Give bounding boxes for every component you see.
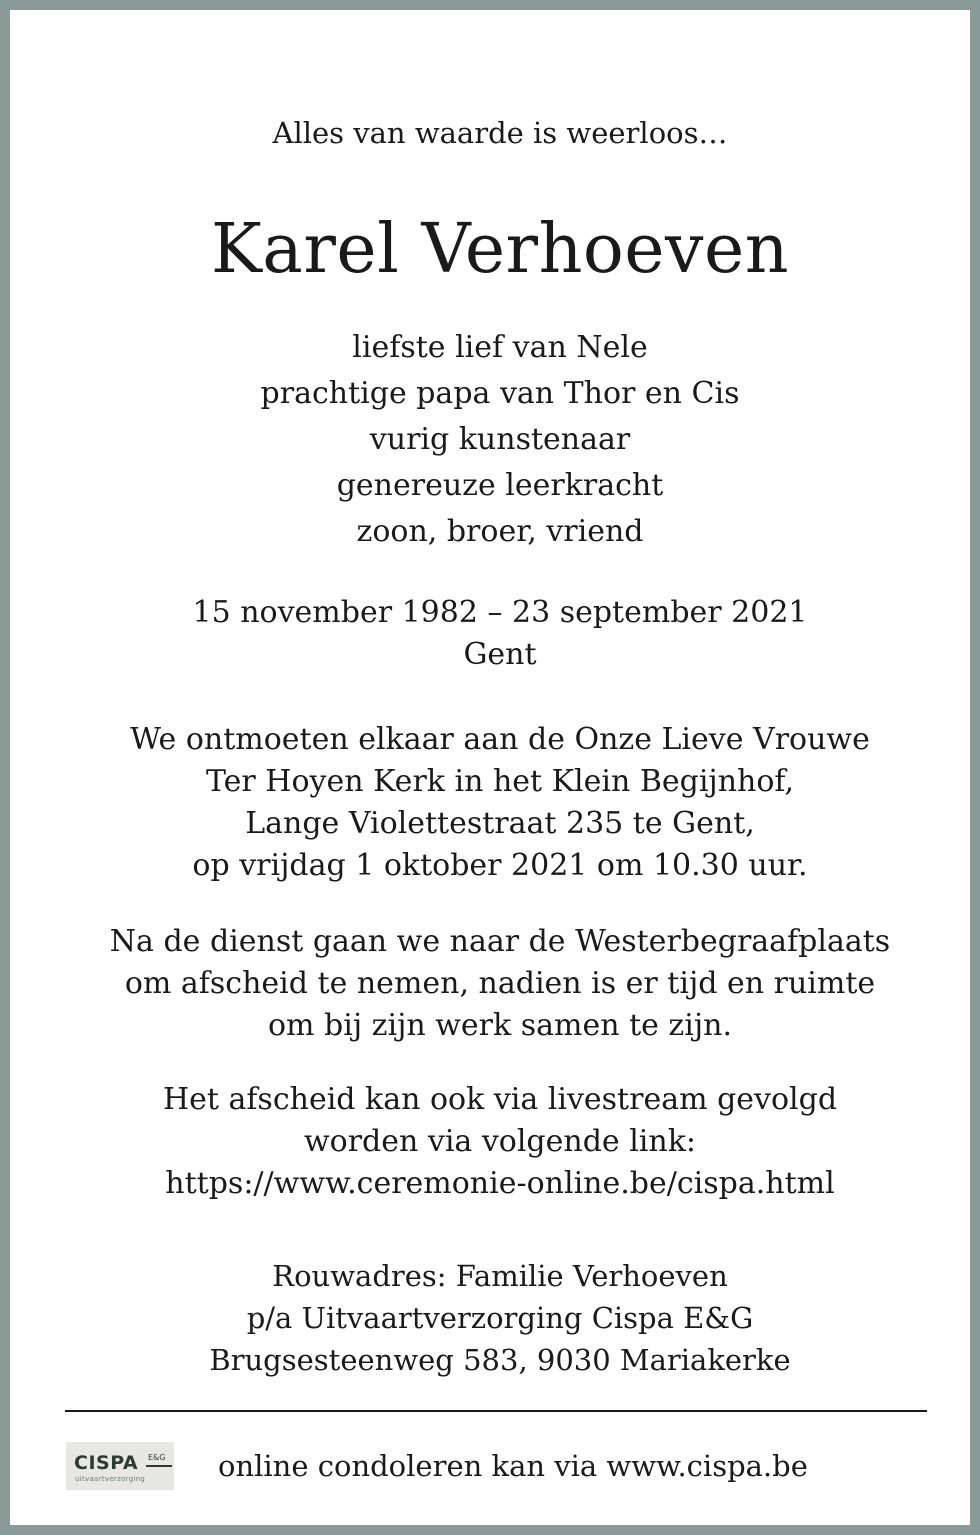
livestream-line: Het afscheid kan ook via livestream gevolgd (162, 1082, 838, 1117)
ceremony-info (10, 719, 980, 887)
quality-line: vurig kunstenaar (369, 422, 631, 457)
livestream-line: worden via volgende link: (303, 1124, 697, 1159)
quality-line: zoon, broer, vriend (356, 514, 644, 549)
quality-line: prachtige papa van Thor en Cis (260, 376, 740, 411)
date-range: 15 november 1982 – 23 september 2021 (192, 595, 808, 630)
qualities-list (10, 325, 980, 555)
address-line: Rouwadres: Familie Verhoeven (272, 1259, 728, 1293)
ceremony-line: Lange Violettestraat 235 te Gent, (245, 806, 755, 841)
life-dates (10, 592, 980, 676)
address-line: p/a Uitvaartverzorging Cispa E&G (246, 1301, 754, 1335)
motto: Alles van waarde is weerloos… (272, 116, 728, 150)
place: Gent (463, 637, 537, 672)
ceremony-line: Ter Hoyen Kerk in het Klein Begijnhof, (205, 764, 795, 799)
burial-info (10, 921, 980, 1047)
logo-superscript: E&G (148, 1453, 166, 1462)
burial-line: Na de dienst gaan we naar de Westerbegraafplaats (109, 924, 891, 959)
livestream-info (10, 1079, 980, 1205)
cispa-logo (66, 1442, 174, 1490)
burial-line: om bij zijn werk samen te zijn. (268, 1008, 732, 1043)
quality-line: liefste lief van Nele (352, 330, 648, 365)
ceremony-line: We ontmoeten elkaar aan de Onze Lieve Vrouwe (130, 722, 870, 757)
logo-wordmark: CISPA (74, 1452, 139, 1474)
mourning-address (10, 1255, 980, 1381)
condolence-text[interactable]: online condoleren kan via www.cispa.be (218, 1449, 808, 1483)
livestream-link[interactable]: https://www.ceremonie-online.be/cispa.html (165, 1166, 835, 1201)
burial-line: om afscheid te nemen, nadien is er tijd en ruimte (124, 966, 876, 1001)
quality-line: genereuze leerkracht (336, 468, 664, 503)
deceased-name: Karel Verhoeven (211, 210, 789, 289)
address-line: Brugsesteenweg 583, 9030 Mariakerke (209, 1343, 791, 1377)
logo-bar (146, 1465, 172, 1467)
logo-subtitle: uitvaartverzorging (75, 1475, 146, 1483)
footer-divider (65, 1410, 927, 1412)
ceremony-line: op vrijdag 1 oktober 2021 om 10.30 uur. (192, 848, 808, 883)
